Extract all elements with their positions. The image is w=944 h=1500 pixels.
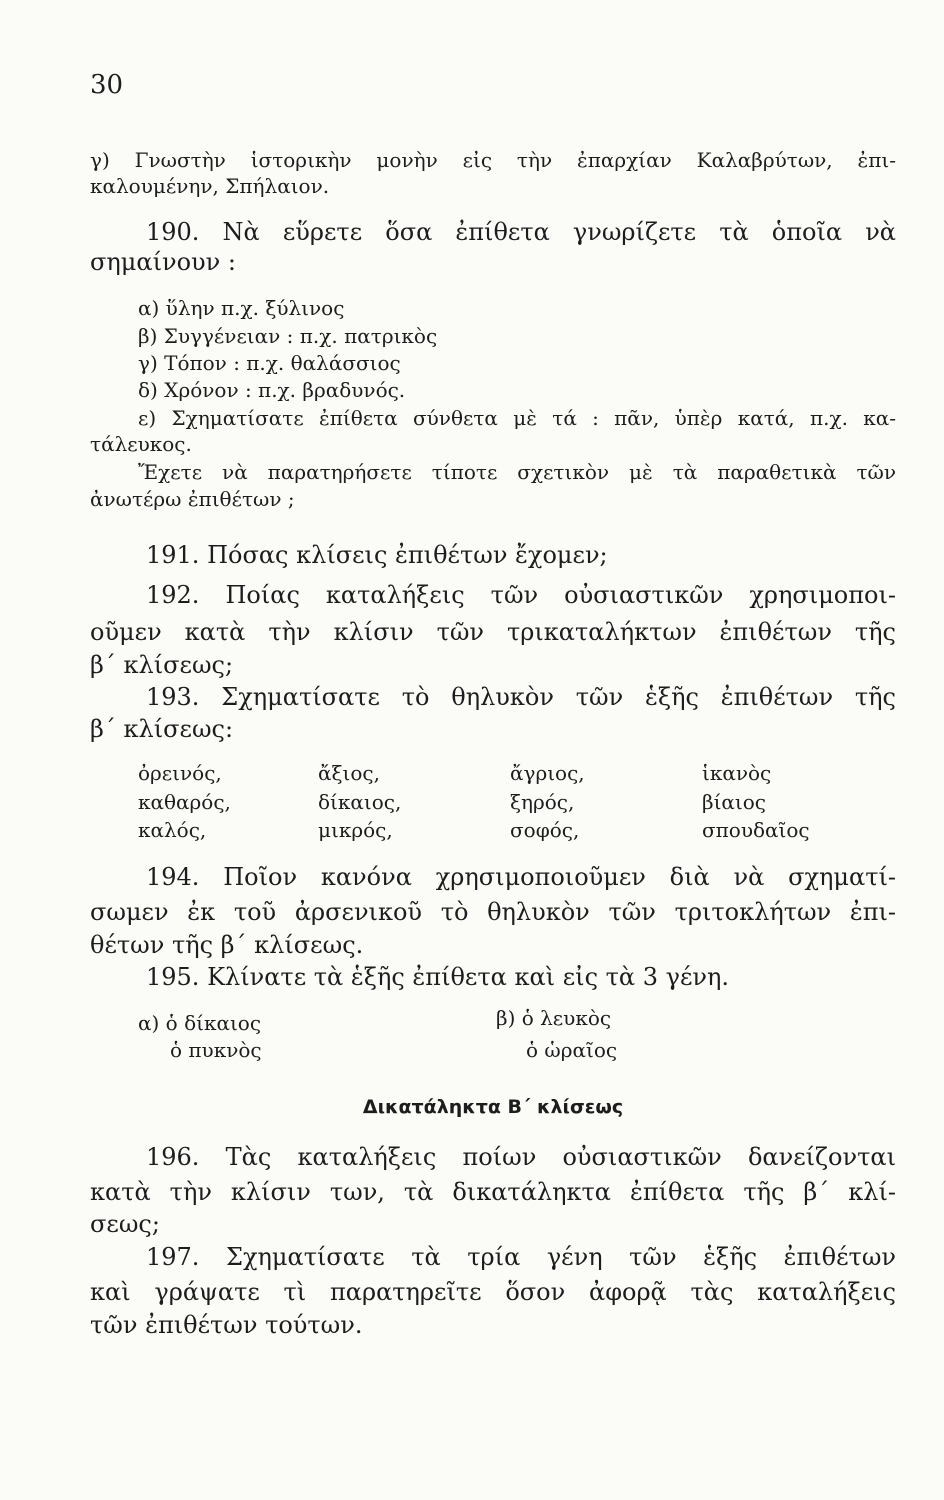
adjective-word: ἄξιος, [318, 761, 380, 785]
adjective-word: ἄγριος, [510, 761, 585, 785]
exercise-190-note-line1: Ἔχετε νὰ παρατηρήσετε τίποτε σχετικὸν μὲ τὰ παραθετικὰ τῶν [138, 460, 896, 484]
page-number: 30 [90, 70, 124, 100]
exercise-197-line1: 197. Σχηματίσατε τὰ τρία γένη τῶν ἑξῆς ἐπιθέτων [146, 1243, 896, 1271]
exercise-192-line1: 192. Ποίας καταλήξεις τῶν οὐσιαστικῶν χρησιμοποι- [146, 581, 896, 609]
exercise-193-line2: β΄ κλίσεως: [90, 715, 234, 743]
exercise-191: 191. Πόσας κλίσεις ἐπιθέτων ἔχομεν; [146, 541, 608, 569]
adjective-word: ὀρεινός, [138, 761, 222, 785]
adjective-word: καθαρός, [138, 790, 231, 814]
exercise-190-item-a: α) ὕλην π.χ. ξύλινος [138, 296, 345, 320]
adjective-word: βίαιος [702, 790, 766, 814]
exercise-193-line1: 193. Σχηματίσατε τὸ θηλυκὸν τῶν ἑξῆς ἐπιθέτων τῆς [146, 683, 896, 711]
exercise-190-item-e-cont: τάλευκος. [90, 432, 192, 456]
exercise-195-b-second: ὁ ὡραῖος [526, 1038, 618, 1062]
exercise-196-line2: κατὰ τὴν κλίσιν των, τὰ δικατάληκτα ἐπίθετα τῆς β΄ κλί- [90, 1178, 896, 1206]
exercise-197-line2: καὶ γράψατε τὶ παρατηρεῖτε ὅσον ἀφορᾷ τὰς καταλήξεις [90, 1278, 896, 1306]
item-189c-line1: γ) Γνωστὴν ἱστορικὴν μονὴν εἰς τὴν ἐπαρχίαν Καλαβρύτων, ἐπι- [90, 148, 896, 172]
exercise-192-line2: οῦμεν κατὰ τὴν κλίσιν τῶν τρικαταλήκτων ἐπιθέτων τῆς [90, 618, 896, 646]
adjective-word: σπουδαῖος [702, 818, 810, 842]
exercise-190-note-line2: ἀνωτέρω ἐπιθέτων ; [90, 487, 295, 511]
exercise-195-a-second: ὁ πυκνὸς [170, 1038, 262, 1062]
exercise-190-item-e: ε) Σχηματίσατε ἐπίθετα σύνθετα μὲ τά : πᾶν, ὑπὲρ κατά, π.χ. κα- [138, 406, 896, 430]
exercise-194-line2: σωμεν ἐκ τοῦ ἀρσενικοῦ τὸ θηλυκὸν τῶν τριτοκλήτων ἐπι- [90, 898, 896, 926]
item-189c-line2: καλουμένην, Σπήλαιον. [90, 174, 330, 198]
exercise-195-a-first: α) ὁ δίκαιος [138, 1011, 262, 1035]
exercise-194-line1: 194. Ποῖον κανόνα χρησιμοποιοῦμεν διὰ νὰ σχηματί- [146, 863, 896, 891]
adjective-word: μικρός, [318, 818, 393, 842]
book-page [90, 0, 896, 1500]
exercise-194-line3: θέτων τῆς β΄ κλίσεως. [90, 931, 364, 959]
exercise-196-line3: σεως; [90, 1210, 160, 1238]
exercise-197-line3: τῶν ἐπιθέτων τούτων. [90, 1311, 363, 1339]
exercise-190-item-b: β) Συγγένειαν : π.χ. πατρικὸς [138, 324, 438, 348]
section-heading: Δικατάληκτα Β΄ κλίσεως [362, 1096, 624, 1118]
exercise-190-line1: 190. Νὰ εὕρετε ὅσα ἐπίθετα γνωρίζετε τὰ ὁποῖα νὰ [146, 218, 896, 246]
exercise-192-line3: β΄ κλίσεως; [90, 651, 234, 679]
adjective-word: δίκαιος, [318, 790, 402, 814]
adjective-word: σοφός, [510, 818, 580, 842]
adjective-word: καλός, [138, 818, 207, 842]
exercise-196-line1: 196. Τὰς καταλήξεις ποίων οὐσιαστικῶν δανείζονται [146, 1143, 896, 1171]
exercise-195-b-first: β) ὁ λευκὸς [496, 1006, 612, 1030]
exercise-190-line2: σημαίνουν : [90, 248, 236, 276]
adjective-word: ἱκανὸς [702, 761, 772, 785]
adjective-word: ξηρός, [510, 790, 575, 814]
exercise-190-item-d: δ) Χρόνον : π.χ. βραδυνός. [138, 378, 406, 402]
exercise-195-line1: 195. Κλίνατε τὰ ἑξῆς ἐπίθετα καὶ εἰς τὰ 3 γένη. [146, 963, 730, 991]
exercise-190-item-c: γ) Τόπον : π.χ. θαλάσσιος [138, 351, 401, 375]
